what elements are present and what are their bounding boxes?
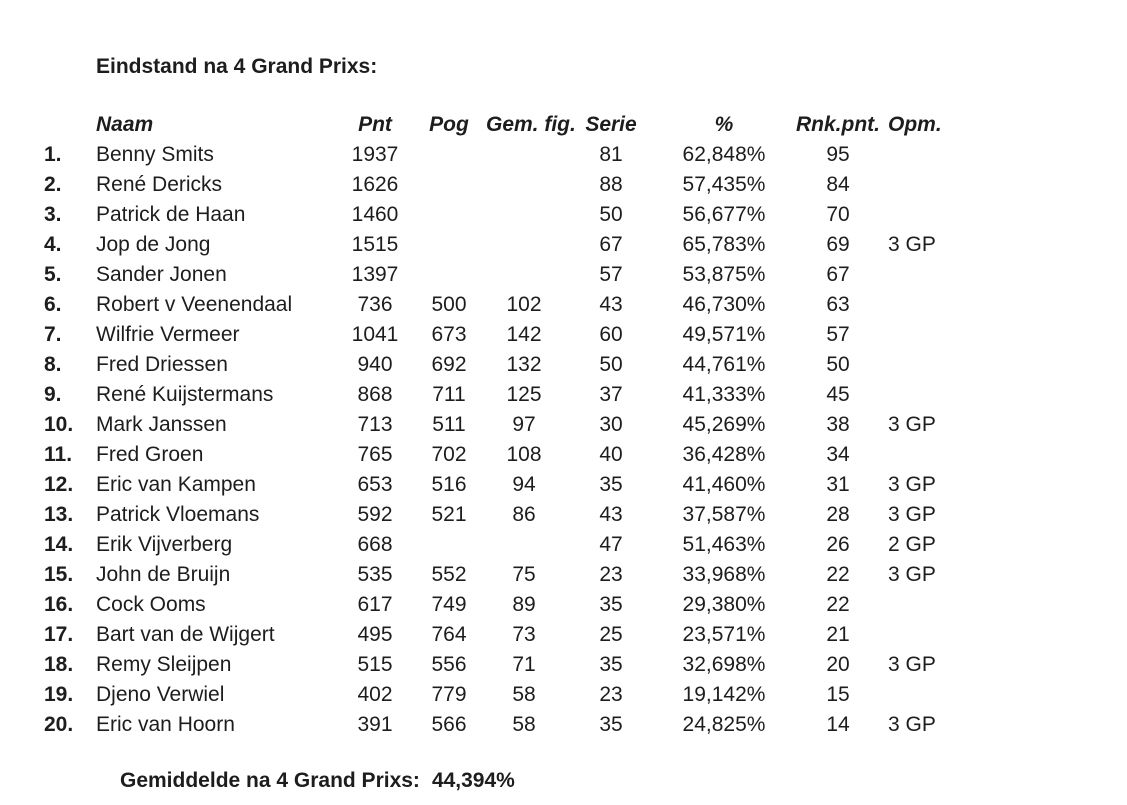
table-row [0, 230, 1127, 260]
cell-name: Eric van Kampen [96, 473, 256, 496]
cell-percent: 19,142% [682, 683, 766, 706]
cell-pog: 779 [431, 683, 467, 706]
cell-name: Bart van de Wijgert [96, 623, 275, 646]
cell-serie: 23 [599, 563, 623, 586]
cell-rnk-pnt: 38 [826, 413, 850, 436]
cell-name: René Dericks [96, 173, 223, 196]
cell-percent: 29,380% [682, 593, 766, 616]
cell-rank: 10. [44, 413, 74, 436]
header-cell-percent: % [714, 113, 734, 136]
cell-pnt: 495 [357, 623, 393, 646]
cell-percent: 49,571% [682, 323, 766, 346]
cell-serie: 35 [599, 473, 623, 496]
cell-gem-fig [486, 530, 562, 560]
cell-serie: 43 [599, 293, 623, 316]
cell-pog: 556 [431, 653, 467, 676]
page-title: Eindstand na 4 Grand Prixs: [96, 55, 378, 78]
cell-rank: 12. [44, 473, 74, 496]
table-row [0, 140, 1127, 170]
cell-rnk-pnt: 63 [826, 293, 850, 316]
cell-name: Remy Sleijpen [96, 653, 232, 676]
cell-pog: 566 [431, 713, 467, 736]
cell-pog [412, 140, 486, 170]
cell-serie: 23 [599, 683, 623, 706]
cell-rnk-pnt: 22 [826, 593, 850, 616]
cell-serie: 30 [599, 413, 623, 436]
table-row [0, 410, 1127, 440]
standings-table [0, 110, 1127, 740]
cell-pnt: 653 [357, 473, 393, 496]
cell-name: Cock Ooms [96, 593, 206, 616]
cell-rnk-pnt: 22 [826, 563, 850, 586]
cell-gem-fig: 97 [512, 413, 536, 436]
cell-pnt: 402 [357, 683, 393, 706]
cell-serie: 50 [599, 203, 623, 226]
cell-rank: 17. [44, 623, 74, 646]
cell-rank: 9. [44, 383, 62, 406]
cell-serie: 81 [599, 143, 623, 166]
cell-name: Sander Jonen [96, 263, 227, 286]
cell-rank: 4. [44, 233, 62, 256]
cell-opm [888, 680, 1020, 710]
cell-opm: 3 GP [888, 233, 936, 256]
cell-opm [888, 440, 1020, 470]
header-cell-gem-fig: Gem. fig. [486, 113, 576, 136]
cell-pnt: 1397 [351, 263, 399, 286]
cell-name: Eric van Hoorn [96, 713, 235, 736]
cell-name: Benny Smits [96, 143, 214, 166]
cell-percent: 46,730% [682, 293, 766, 316]
cell-percent: 51,463% [682, 533, 766, 556]
cell-opm [888, 200, 1020, 230]
header-cell-name: Naam [96, 113, 154, 136]
cell-pnt: 736 [357, 293, 393, 316]
cell-serie: 57 [599, 263, 623, 286]
cell-rank: 8. [44, 353, 62, 376]
cell-serie: 35 [599, 713, 623, 736]
summary-line [120, 766, 515, 796]
cell-percent: 53,875% [682, 263, 766, 286]
cell-pog: 673 [431, 323, 467, 346]
table-row [0, 530, 1127, 560]
table-row [0, 470, 1127, 500]
cell-rnk-pnt: 14 [826, 713, 850, 736]
table-row [0, 620, 1127, 650]
cell-percent: 45,269% [682, 413, 766, 436]
cell-rank: 15. [44, 563, 74, 586]
cell-pog [412, 170, 486, 200]
cell-rnk-pnt: 70 [826, 203, 850, 226]
cell-rnk-pnt: 28 [826, 503, 850, 526]
cell-serie: 40 [599, 443, 623, 466]
cell-opm [888, 320, 1020, 350]
cell-percent: 57,435% [682, 173, 766, 196]
cell-gem-fig: 71 [512, 653, 536, 676]
cell-pnt: 765 [357, 443, 393, 466]
cell-rank: 16. [44, 593, 74, 616]
cell-opm [888, 290, 1020, 320]
cell-percent: 65,783% [682, 233, 766, 256]
cell-pnt: 1515 [351, 233, 399, 256]
cell-gem-fig: 132 [506, 353, 542, 376]
table-row [0, 170, 1127, 200]
cell-serie: 50 [599, 353, 623, 376]
cell-name: Mark Janssen [96, 413, 227, 436]
cell-rnk-pnt: 34 [826, 443, 850, 466]
cell-rnk-pnt: 57 [826, 323, 850, 346]
cell-gem-fig: 58 [512, 713, 536, 736]
cell-gem-fig: 142 [506, 323, 542, 346]
cell-serie: 35 [599, 653, 623, 676]
cell-name: Djeno Verwiel [96, 683, 225, 706]
cell-name: René Kuijstermans [96, 383, 274, 406]
cell-pog: 511 [432, 413, 466, 436]
cell-opm: 2 GP [888, 533, 936, 556]
cell-opm [888, 590, 1020, 620]
table-row [0, 440, 1127, 470]
cell-rnk-pnt: 69 [826, 233, 850, 256]
cell-pog: 516 [431, 473, 467, 496]
cell-opm [888, 380, 1020, 410]
cell-pnt: 1626 [351, 173, 399, 196]
cell-percent: 56,677% [682, 203, 766, 226]
cell-serie: 60 [599, 323, 623, 346]
cell-percent: 24,825% [682, 713, 766, 736]
cell-serie: 88 [599, 173, 623, 196]
cell-rank: 7. [44, 323, 62, 346]
cell-pog: 500 [431, 293, 467, 316]
cell-gem-fig [486, 260, 562, 290]
cell-serie: 35 [599, 593, 623, 616]
cell-gem-fig [486, 140, 562, 170]
cell-opm [888, 350, 1020, 380]
cell-name: Robert v Veenendaal [96, 293, 293, 316]
cell-rnk-pnt: 26 [826, 533, 850, 556]
cell-gem-fig: 89 [512, 593, 536, 616]
cell-percent: 41,333% [682, 383, 766, 406]
table-row [0, 290, 1127, 320]
cell-rnk-pnt: 95 [826, 143, 850, 166]
cell-opm [888, 140, 1020, 170]
cell-rank: 3. [44, 203, 62, 226]
cell-name: Patrick de Haan [96, 203, 246, 226]
cell-name: Erik Vijverberg [96, 533, 233, 556]
cell-serie: 67 [599, 233, 623, 256]
cell-rnk-pnt: 31 [826, 473, 850, 496]
cell-rank: 20. [44, 713, 74, 736]
cell-pnt: 617 [357, 593, 393, 616]
cell-opm [888, 260, 1020, 290]
cell-name: Wilfrie Vermeer [96, 323, 240, 346]
cell-pnt: 391 [357, 713, 393, 736]
cell-pnt: 515 [357, 653, 393, 676]
cell-pnt: 713 [357, 413, 393, 436]
cell-percent: 62,848% [682, 143, 766, 166]
cell-percent: 32,698% [682, 653, 766, 676]
cell-opm: 3 GP [888, 653, 936, 676]
cell-pog: 711 [432, 383, 466, 406]
cell-pnt: 1937 [351, 143, 399, 166]
cell-serie: 25 [599, 623, 623, 646]
cell-gem-fig: 73 [512, 623, 536, 646]
cell-opm: 3 GP [888, 563, 936, 586]
cell-pnt: 668 [357, 533, 393, 556]
cell-pnt: 868 [357, 383, 393, 406]
cell-opm: 3 GP [888, 713, 936, 736]
cell-rnk-pnt: 15 [826, 683, 850, 706]
table-row [0, 680, 1127, 710]
cell-pog: 552 [431, 563, 467, 586]
cell-rank: 18. [44, 653, 74, 676]
cell-gem-fig [486, 200, 562, 230]
cell-rank: 13. [44, 503, 74, 526]
cell-opm: 3 GP [888, 473, 936, 496]
cell-gem-fig: 108 [506, 443, 542, 466]
cell-rank: 19. [44, 683, 74, 706]
cell-rnk-pnt: 20 [826, 653, 850, 676]
cell-rank: 6. [44, 293, 62, 316]
cell-percent: 33,968% [682, 563, 766, 586]
cell-rnk-pnt: 84 [826, 173, 850, 196]
cell-pnt: 535 [357, 563, 393, 586]
cell-name: Fred Groen [96, 443, 204, 466]
cell-name: Jop de Jong [96, 233, 211, 256]
cell-pog: 764 [431, 623, 467, 646]
cell-serie: 47 [599, 533, 623, 556]
cell-gem-fig: 75 [512, 563, 536, 586]
table-row [0, 320, 1127, 350]
cell-serie: 37 [599, 383, 623, 406]
cell-pog [412, 260, 486, 290]
cell-opm: 3 GP [888, 413, 936, 436]
header-cell-serie: Serie [585, 113, 637, 136]
cell-rnk-pnt: 45 [826, 383, 850, 406]
cell-gem-fig [486, 170, 562, 200]
cell-rnk-pnt: 50 [826, 353, 850, 376]
summary-value: 44,394% [431, 769, 515, 792]
cell-name: Fred Driessen [96, 353, 228, 376]
cell-percent: 36,428% [682, 443, 766, 466]
cell-pog: 702 [431, 443, 467, 466]
cell-rank: 5. [44, 263, 62, 286]
cell-pnt: 1460 [351, 203, 399, 226]
cell-rnk-pnt: 21 [826, 623, 850, 646]
table-row [0, 260, 1127, 290]
table-row [0, 590, 1127, 620]
table-row [0, 560, 1127, 590]
cell-pog [412, 230, 486, 260]
header-cell-rank [44, 110, 96, 140]
cell-pog [412, 200, 486, 230]
header-cell-pnt: Pnt [358, 113, 392, 136]
table-row [0, 650, 1127, 680]
standings-table-body [0, 140, 1127, 740]
cell-gem-fig: 86 [512, 503, 536, 526]
cell-rank: 1. [44, 143, 62, 166]
cell-pog [412, 530, 486, 560]
cell-percent: 44,761% [682, 353, 766, 376]
table-row [0, 710, 1127, 740]
cell-serie: 43 [599, 503, 623, 526]
cell-percent: 41,460% [682, 473, 766, 496]
cell-pnt: 940 [357, 353, 393, 376]
cell-percent: 23,571% [682, 623, 766, 646]
summary-label: Gemiddelde na 4 Grand Prixs: [120, 769, 420, 792]
cell-gem-fig: 58 [512, 683, 536, 706]
table-row [0, 200, 1127, 230]
cell-pog: 521 [431, 503, 467, 526]
cell-rank: 14. [44, 533, 74, 556]
table-row [0, 380, 1127, 410]
cell-opm: 3 GP [888, 503, 936, 526]
cell-pnt: 1041 [351, 323, 399, 346]
cell-name: Patrick Vloemans [96, 503, 260, 526]
cell-rnk-pnt: 67 [826, 263, 850, 286]
cell-name: John de Bruijn [96, 563, 231, 586]
table-row [0, 350, 1127, 380]
header-cell-rnk-pnt: Rnk.pnt. [796, 113, 880, 136]
cell-gem-fig: 94 [512, 473, 536, 496]
cell-pog: 749 [431, 593, 467, 616]
cell-gem-fig: 102 [506, 293, 542, 316]
header-cell-pog: Pog [429, 113, 469, 136]
cell-pnt: 592 [357, 503, 393, 526]
cell-opm [888, 170, 1020, 200]
standings-header-row [0, 110, 1127, 140]
cell-pog: 692 [431, 353, 467, 376]
header-cell-opm: Opm. [888, 113, 942, 136]
cell-percent: 37,587% [682, 503, 766, 526]
cell-gem-fig: 125 [506, 383, 542, 406]
cell-rank: 11. [44, 443, 73, 466]
table-row [0, 500, 1127, 530]
cell-gem-fig [486, 230, 562, 260]
cell-opm [888, 620, 1020, 650]
cell-rank: 2. [44, 173, 62, 196]
